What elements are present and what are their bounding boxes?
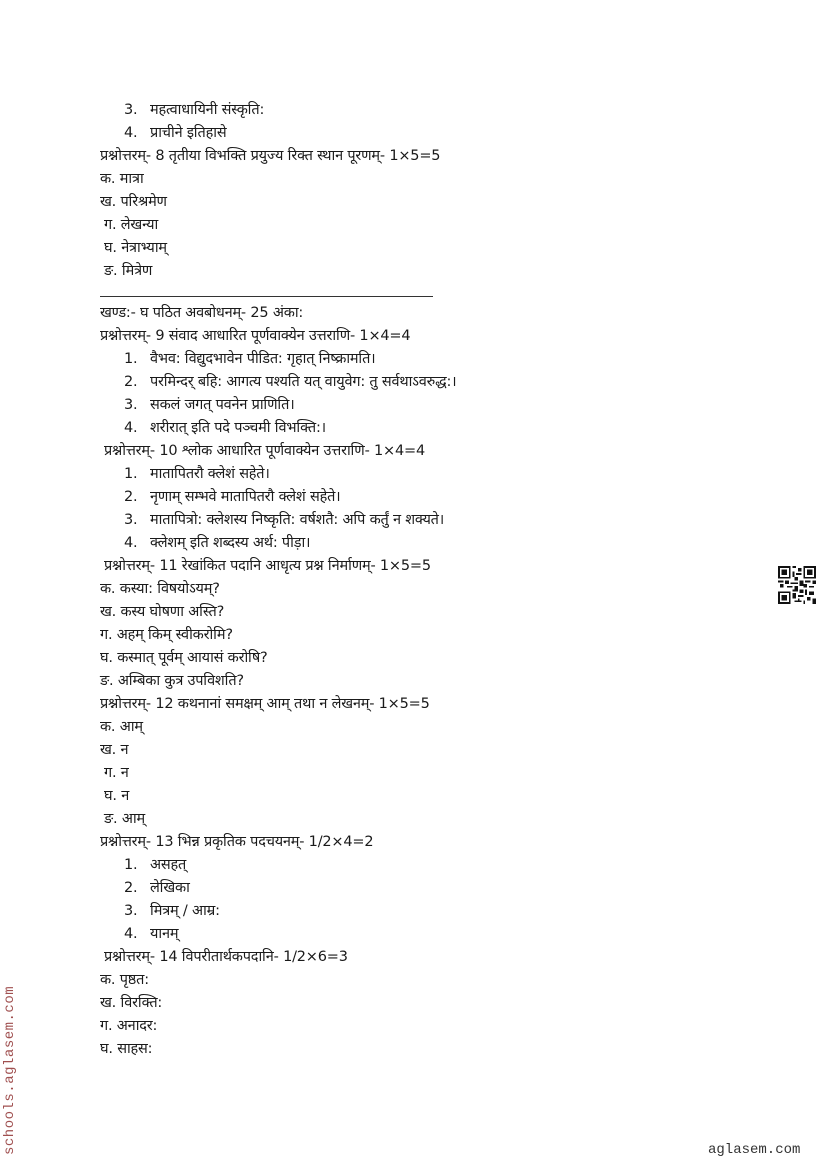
qr-code-icon (777, 566, 817, 604)
question-heading-11: प्रश्नोत्तरम्- 11 रेखांकित पदानि आधृत्य प्रश्न निर्माणम्- 1×5=5 (104, 558, 431, 574)
answer-item: ख. न (100, 742, 129, 758)
question-heading-12: प्रश्नोत्तरम्- 12 कथनानां समक्षम् आम् तथा न लेखनम्- 1×5=5 (100, 696, 430, 712)
answer-item: ख. कस्य घोषणा अस्ति? (100, 604, 225, 620)
list-item: 2. परमिन्दर् बहि: आगत्य पश्यति यत् वायुवेग: तु सर्वथाऽवरुद्ध:। (124, 374, 457, 390)
answer-item: ङ. अम्बिका कुत्र उपविशति? (100, 673, 244, 689)
question-heading-13: प्रश्नोत्तरम्- 13 भिन्न प्रकृतिक पदचयनम्- 1/2×4=2 (100, 834, 374, 850)
answer-item: ग. न (104, 765, 129, 781)
section-heading: खण्ड:- घ पठित अवबोधनम्- 25 अंका: (100, 305, 304, 321)
question-heading-8: प्रश्नोत्तरम्- 8 तृतीया विभक्ति प्रयुज्य रिक्त स्थान पूरणम्- 1×5=5 (100, 148, 441, 164)
footer-watermark: aglasem.com (708, 1142, 801, 1158)
answer-item: ङ. मित्रेण (104, 263, 153, 279)
answer-item: क. पृष्ठत: (100, 972, 149, 988)
list-item: 1. मातापितरौ क्लेशं सहेते। (124, 466, 270, 482)
answer-item: क. कस्या: विषयोऽयम्? (100, 581, 220, 597)
list-item: 2. लेखिका (124, 880, 190, 896)
answer-item: ख. विरक्ति: (100, 995, 163, 1011)
section-divider (100, 296, 433, 297)
answer-item: ग. अनादर: (100, 1018, 158, 1034)
list-item: 4. यानम् (124, 926, 179, 942)
answer-item: ख. परिश्रमेण (100, 194, 167, 210)
question-heading-10: प्रश्नोत्तरम्- 10 श्लोक आधारित पूर्णवाक्येन उत्तराणि- 1×4=4 (104, 443, 426, 459)
answer-item: घ. साहस: (100, 1041, 153, 1057)
list-item: 4. प्राचीने इतिहासे (124, 125, 227, 141)
list-item: 1. वैभव: विद्युदभावेन पीडित: गृहात् निष्क्रामति। (124, 351, 376, 367)
answer-item: ग. लेखन्या (104, 217, 159, 233)
list-item: 3. मित्रम् / आम्र: (124, 903, 220, 919)
list-item: 3. सकलं जगत् पवनेन प्राणिति। (124, 397, 295, 413)
answer-item: घ. नेत्राभ्याम् (104, 240, 167, 256)
answer-item: घ. कस्मात् पूर्वम् आयासं करोषि? (100, 650, 268, 666)
side-watermark: schools.aglasem.com (2, 985, 18, 1155)
list-item: 2. नृणाम् सम्भवे मातापितरौ क्लेशं सहेते। (124, 489, 341, 505)
question-heading-9: प्रश्नोत्तरम्- 9 संवाद आधारित पूर्णवाक्येन उत्तराणि- 1×4=4 (100, 328, 411, 344)
answer-item: क. आम् (100, 719, 143, 735)
question-heading-14: प्रश्नोत्तरम्- 14 विपरीतार्थकपदानि- 1/2×6=3 (104, 949, 348, 965)
list-item: 4. क्लेशम् इति शब्दस्य अर्थ: पीड़ा। (124, 535, 311, 551)
list-item: 3. मातापित्रो: क्लेशस्य निष्कृति: वर्षशतै: अपि कर्तुं न शक्यते। (124, 512, 445, 528)
list-item: 1. असहत् (124, 857, 187, 873)
answer-item: क. मात्रा (100, 171, 144, 187)
list-item: 3. महत्वाधायिनी संस्कृति: (124, 102, 265, 118)
answer-item: ङ. आम् (104, 811, 145, 827)
answer-item: ग. अहम् किम् स्वीकरोमि? (100, 627, 233, 643)
list-item: 4. शरीरात् इति पदे पञ्चमी विभक्ति:। (124, 420, 326, 436)
answer-item: घ. न (104, 788, 130, 804)
